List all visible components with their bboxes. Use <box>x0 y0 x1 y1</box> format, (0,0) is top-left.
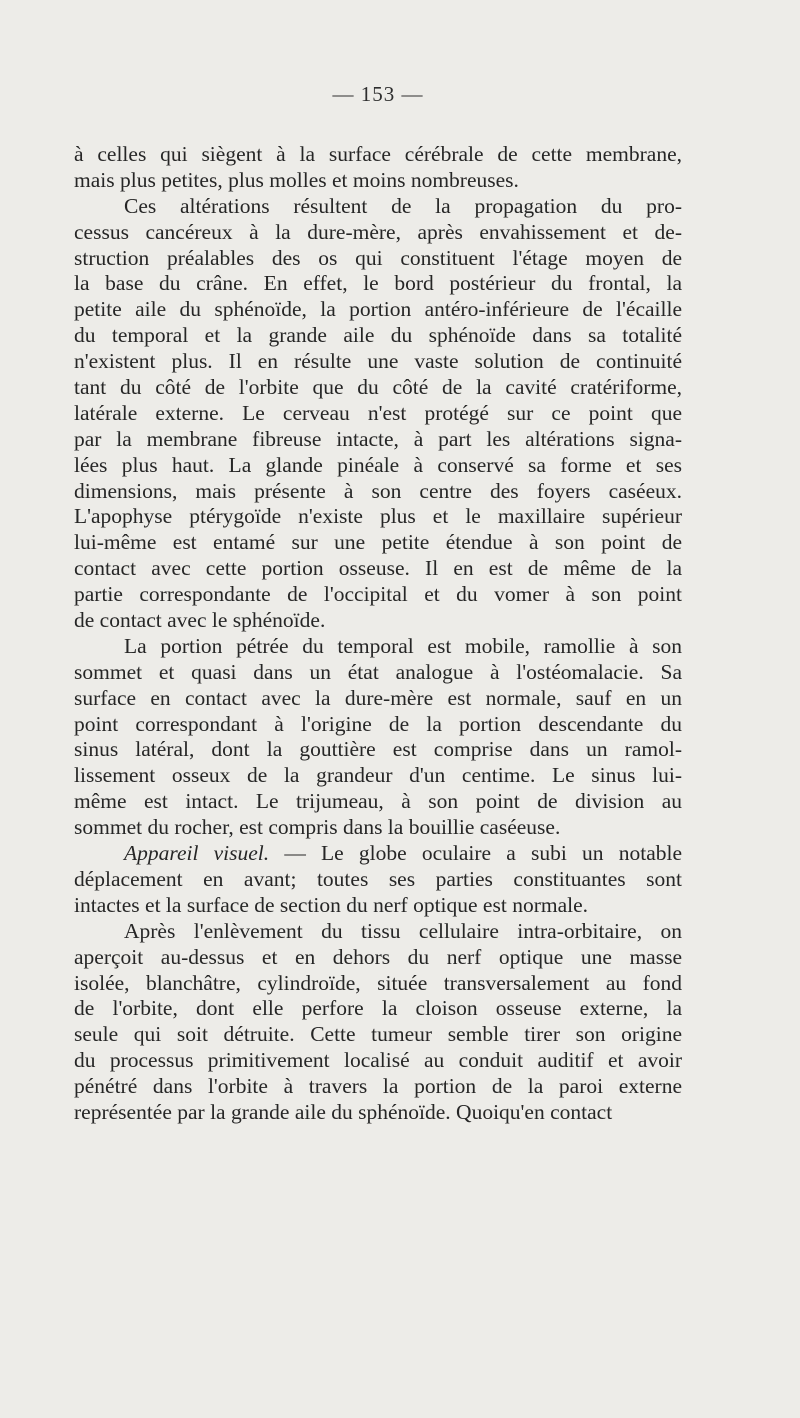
paragraph-3-line: sommet et quasi dans un état analogue à l'ostéomalacie. Sa <box>74 659 682 684</box>
paragraph-2-line: L'apophyse ptérygoïde n'existe plus et le maxillaire supérieur <box>74 504 682 529</box>
paragraph-2-line: lées plus haut. La glande pinéale à conservé sa forme et ses <box>74 452 682 477</box>
section-heading: Appareil visuel. <box>124 841 270 866</box>
paragraph-5-line: seule qui soit détruite. Cette tumeur semble tirer son origine <box>74 1022 682 1047</box>
paragraph-1-line: mais plus petites, plus molles et moins nombreuses. <box>74 167 519 192</box>
paragraph-2-line: struction préalables des os qui constituent l'étage moyen de <box>74 245 682 270</box>
paragraph-2-line: partie correspondante de l'occipital et du vomer à son point <box>74 582 682 607</box>
paragraph-2-line: la base du crâne. En effet, le bord postérieur du frontal, la <box>74 271 682 296</box>
paragraph-2-line: cessus cancéreux à la dure-mère, après envahissement et de- <box>74 219 682 244</box>
paragraph-2-line: latérale externe. Le cerveau n'est protégé sur ce point que <box>74 400 682 425</box>
paragraph-5-line: isolée, blanchâtre, cylindroïde, située transversalement au fond <box>74 970 682 995</box>
paragraph-5-line: aperçoit au-dessus et en dehors du nerf optique une masse <box>74 944 682 969</box>
paragraph-2-line: tant du côté de l'orbite que du côté de la cavité cratériforme, <box>74 375 682 400</box>
paragraph-5-line: du processus primitivement localisé au conduit auditif et avoir <box>74 1048 682 1073</box>
paragraph-2-line: lui-même est entamé sur une petite étendue à son point de <box>74 530 682 555</box>
paragraph-3-line: point correspondant à l'origine de la portion descendante du <box>74 711 682 736</box>
paragraph-3-line: sinus latéral, dont la gouttière est comprise dans un ramol- <box>74 737 682 762</box>
paragraph-3-line: sommet du rocher, est compris dans la bouillie caséeuse. <box>74 815 561 840</box>
paragraph-2-line: du temporal et la grande aile du sphénoïde dans sa totalité <box>74 323 682 348</box>
paragraph-4-line <box>74 841 682 867</box>
paragraph-2-line: Ces altérations résultent de la propagation du pro- <box>124 193 682 218</box>
paragraph-5-line: Après l'enlèvement du tissu cellulaire intra-orbitaire, on <box>124 918 682 943</box>
paragraph-4-line: intactes et la surface de section du nerf optique est normale. <box>74 892 589 917</box>
paragraph-3-line: surface en contact avec la dure-mère est normale, sauf en un <box>74 685 682 710</box>
paragraph-2-line: de contact avec le sphénoïde. <box>74 608 326 633</box>
page-number: — 153 — <box>332 82 424 106</box>
paragraph-2-line: par la membrane fibreuse intacte, à part les altérations signa- <box>74 426 682 451</box>
paragraph-2-line: petite aile du sphénoïde, la portion antéro-inférieure de l'écaille <box>74 297 682 322</box>
paragraph-5-line: représentée par la grande aile du sphénoïde. Quoiqu'en contact <box>74 1099 613 1124</box>
paragraph-1-line: à celles qui siègent à la surface cérébrale de cette membrane, <box>74 142 682 166</box>
paragraph-4-line: déplacement en avant; toutes ses parties constituantes sont <box>74 866 682 891</box>
paragraph-5-line: de l'orbite, dont elle perfore la cloison osseuse externe, la <box>74 996 682 1021</box>
paragraph-2-line: contact avec cette portion osseuse. Il en est de même de la <box>74 556 682 581</box>
paragraph-3-line: lissement osseux de la grandeur d'un centime. Le sinus lui- <box>74 763 682 788</box>
body-text <box>74 142 682 1126</box>
paragraph-2-line: dimensions, mais présente à son centre des foyers caséeux. <box>74 478 682 503</box>
line-text: — Le globe oculaire a subi un notable <box>269 841 682 866</box>
paragraph-3-line: même est intact. Le trijumeau, à son point de division au <box>74 789 682 814</box>
paragraph-5-line: pénétré dans l'orbite à travers la portion de la paroi externe <box>74 1074 682 1099</box>
paragraph-2-line: n'existent plus. Il en résulte une vaste solution de continuité <box>74 349 682 374</box>
paragraph-3-line: La portion pétrée du temporal est mobile, ramollie à son <box>124 633 682 658</box>
